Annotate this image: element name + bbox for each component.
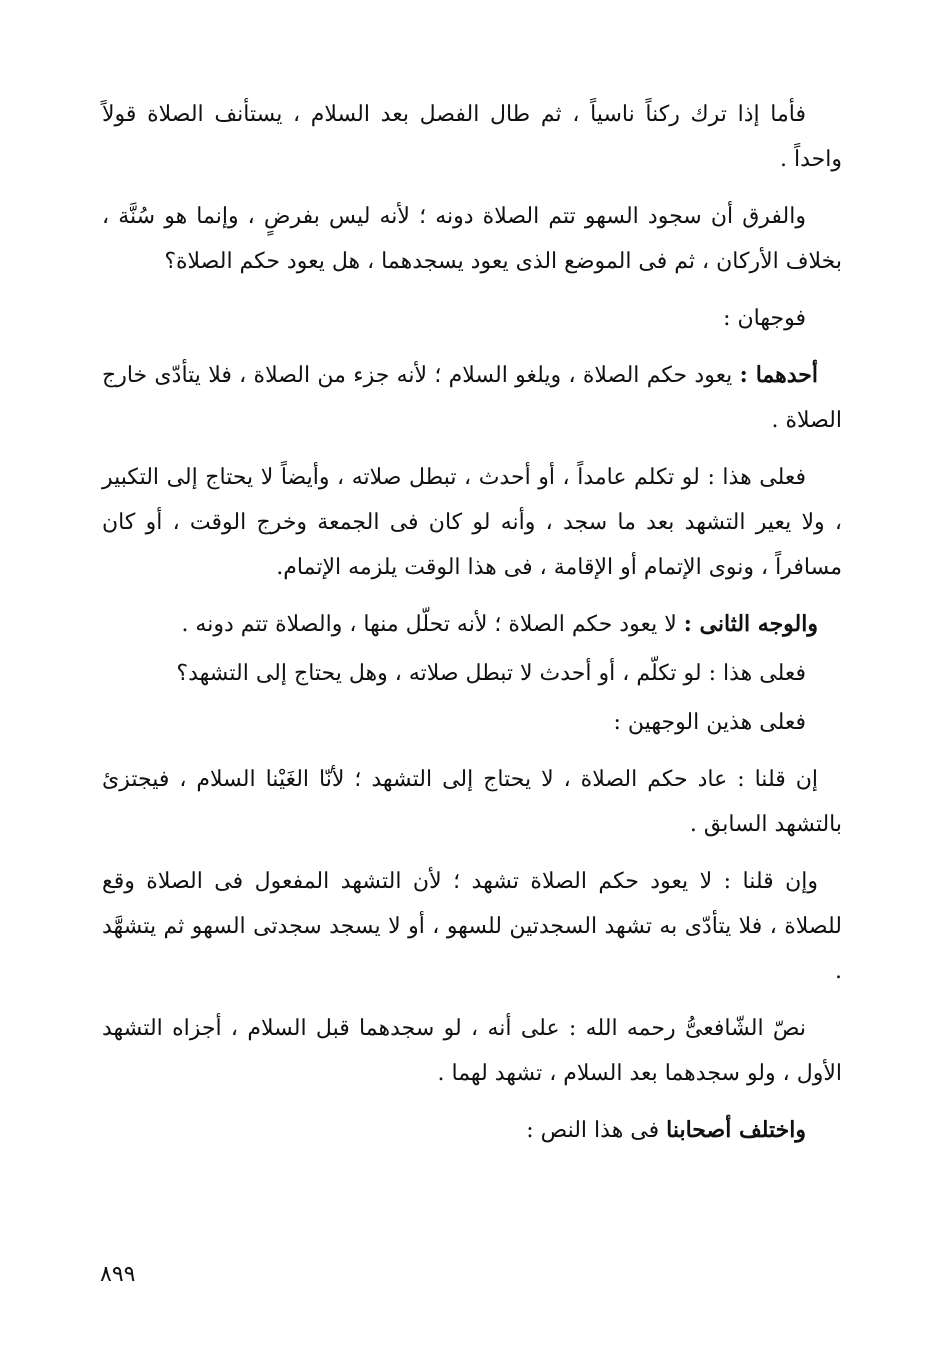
paragraph-text: نصّ الشّافعىُّ رحمه الله : على أنه ، لو سجدهما قبل السلام ، أجزاه التشهد الأول ، ولو سجدهما بعد السلام ، تشهد لهما . <box>102 1016 842 1086</box>
paragraph-4 <box>102 353 842 443</box>
paragraph-11 <box>102 1006 842 1096</box>
paragraph-text: يعود حكم الصلاة ، ويلغو السلام ؛ لأنه جزء من الصلاة ، فلا يتأدّى خارج الصلاة . <box>102 363 842 433</box>
paragraph-text: فأما إذا ترك ركناً ناسياً ، ثم طال الفصل بعد السلام ، يستأنف الصلاة قولاً واحداً . <box>102 102 842 172</box>
paragraph-text: والفرق أن سجود السهو تتم الصلاة دونه ؛ لأنه ليس بفرضٍ ، وإنما هو سُنَّة ، بخلاف الأركان ، ثم فى الموضع الذى يعود يسجدهما ، هل يعود حكم الصلاة؟ <box>102 204 842 274</box>
paragraph-2 <box>102 194 842 284</box>
paragraph-text: فوجهان : <box>723 306 806 331</box>
paragraph-7 <box>102 651 842 696</box>
paragraph-lead: والوجه الثانى : <box>683 611 818 637</box>
paragraph-5 <box>102 455 842 590</box>
paragraph-text: إن قلنا : عاد حكم الصلاة ، لا يحتاج إلى التشهد ؛ لأنّا الغَيْنا السلام ، فيجتزئ بالتشهد السابق . <box>102 767 842 837</box>
paragraph-text: وإن قلنا : لا يعود حكم الصلاة تشهد ؛ لأن التشهد المفعول فى الصلاة وقع للصلاة ، فلا يتأدّى به تشهد السجدتين للسهو ، أو لا يسجد سجدتى السهو ثم يتشهَّد . <box>102 869 842 984</box>
paragraph-3 <box>102 296 842 341</box>
paragraph-text: فعلى هذين الوجهين : <box>613 710 806 735</box>
paragraph-text: فى هذا النص : <box>526 1118 667 1143</box>
paragraph-text: فعلى هذا : لو تكلم عامداً ، أو أحدث ، تبطل صلاته ، وأيضاً لا يحتاج إلى التكبير ، ولا يعير التشهد بعد ما سجد ، وأنه لو كان فى الجمعة وخرج الوقت ، أو كان مسافراً ، ونوى الإتمام أو الإقامة ، فى هذا الوقت يلزمه الإتمام. <box>102 465 843 580</box>
page-body <box>102 92 842 1165</box>
paragraph-text: لا يعود حكم الصلاة ؛ لأنه تحلّل منها ، والصلاة تتم دونه . <box>181 612 684 637</box>
paragraph-10 <box>102 859 842 994</box>
paragraph-lead: واختلف أصحابنا <box>666 1117 806 1143</box>
page-number: ٨٩٩ <box>100 1262 136 1287</box>
paragraph-12 <box>102 1108 842 1153</box>
paragraph-lead: أحدهما : <box>739 362 818 388</box>
paragraph-1 <box>102 92 842 182</box>
paragraph-8 <box>102 700 842 745</box>
paragraph-9 <box>102 757 842 847</box>
paragraph-6 <box>102 602 842 647</box>
paragraph-text: فعلى هذا : لو تكلّم ، أو أحدث لا تبطل صلاته ، وهل يحتاج إلى التشهد؟ <box>176 661 806 686</box>
